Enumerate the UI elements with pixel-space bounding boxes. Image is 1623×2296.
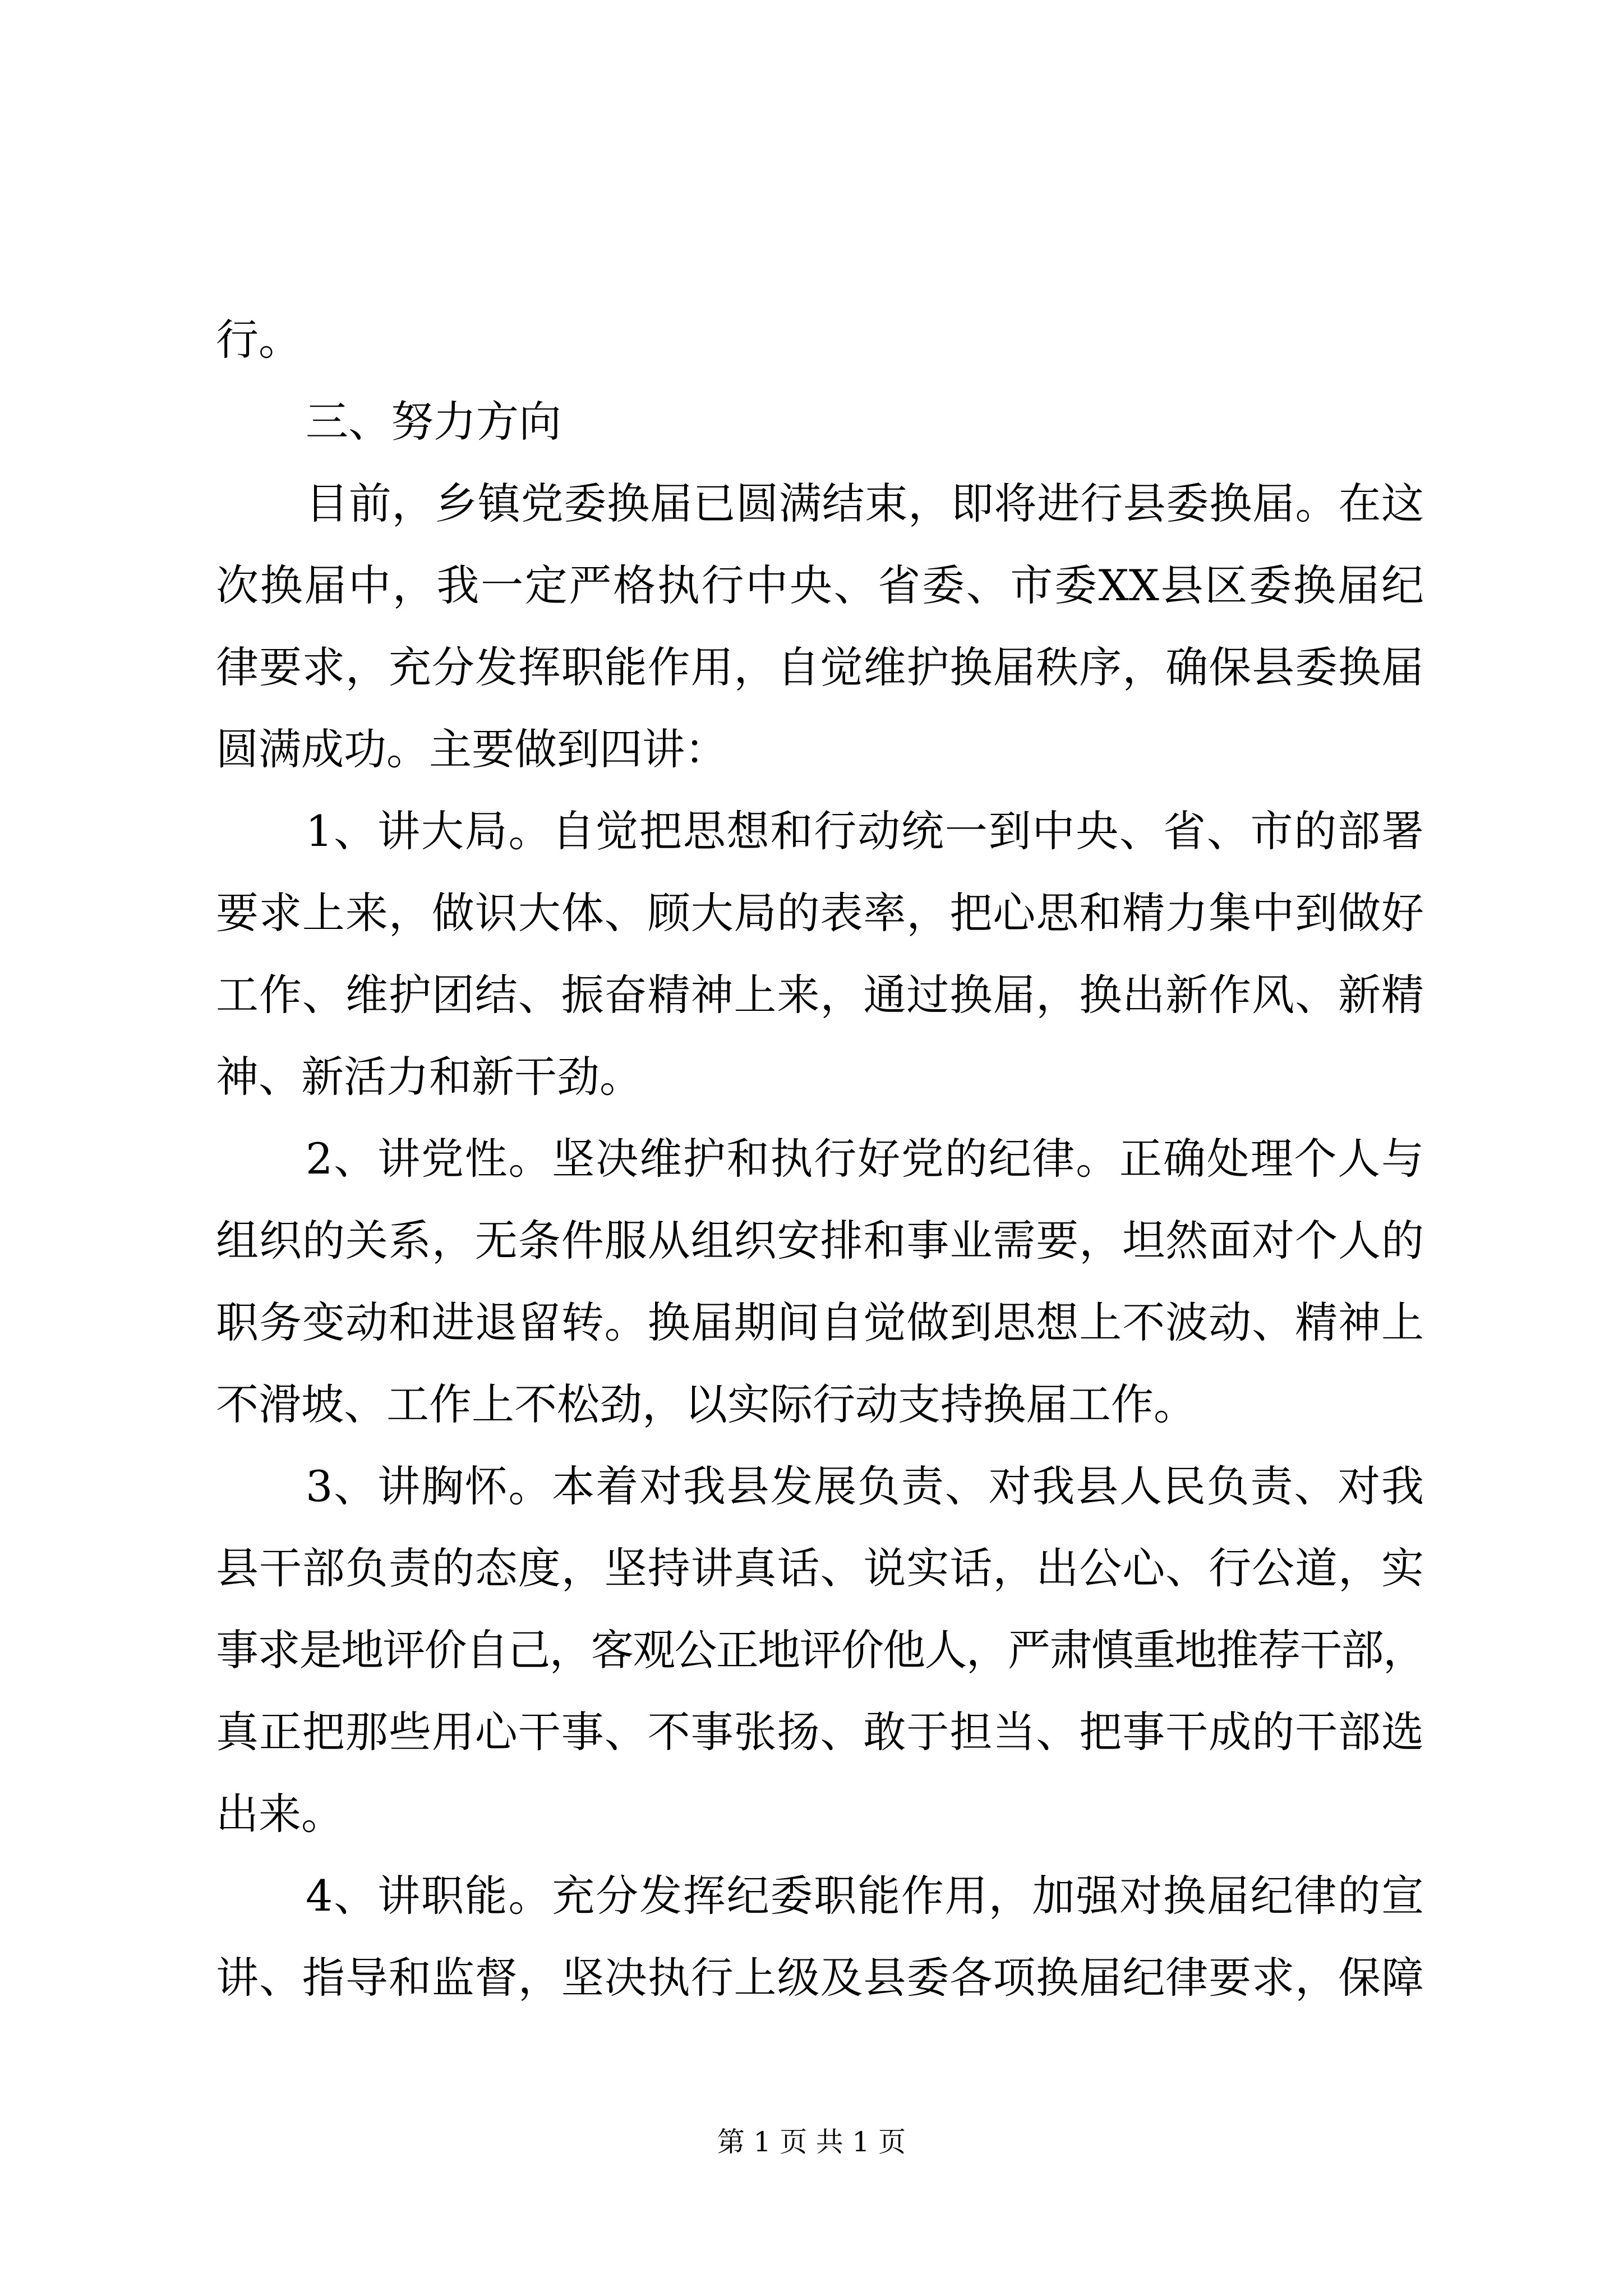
text-line: 讲、指导和监督，坚决执行上级及县委各项换届纪律要求，保障 bbox=[216, 1953, 1424, 2003]
page-number-label: 第 1 页 共 1 页 bbox=[717, 2126, 906, 2158]
text-line: 4、讲职能。充分发挥纪委职能作用，加强对换届纪律的宣 bbox=[306, 1871, 1424, 1921]
text-line: 出来。 bbox=[216, 1789, 344, 1839]
document-body bbox=[216, 299, 1424, 2019]
paragraph bbox=[216, 1118, 1424, 1446]
text-line: 县干部负责的态度，坚持讲真话、说实话，出公心、行公道，实 bbox=[216, 1543, 1424, 1593]
text-line: 次换届中，我一定严格执行中央、省委、市委XX县区委换届纪 bbox=[216, 560, 1424, 610]
text-line: 组织的关系，无条件服从组织安排和事业需要，坦然面对个人的 bbox=[216, 1216, 1424, 1266]
text-line: 要求上来，做识大体、顾大局的表率，把心思和精力集中到做好 bbox=[216, 888, 1424, 938]
text-line: 圆满成功。主要做到四讲： bbox=[216, 724, 727, 774]
paragraph bbox=[216, 1855, 1424, 2019]
page-footer bbox=[0, 2126, 1623, 2159]
paragraph bbox=[216, 463, 1424, 790]
text-line: 目前，乡镇党委换届已圆满结束，即将进行县委换届。在这 bbox=[306, 478, 1424, 528]
text-line: 真正把那些用心干事、不事张扬、敢于担当、把事干成的干部选 bbox=[216, 1707, 1424, 1757]
paragraph-continuation bbox=[216, 299, 1424, 381]
text-line: 工作、维护团结、振奋精神上来，通过换届，换出新作风、新精 bbox=[216, 970, 1424, 1020]
section-heading-text: 三、努力方向 bbox=[306, 397, 561, 447]
text-line: 不滑坡、工作上不松劲，以实际行动支持换届工作。 bbox=[216, 1379, 1196, 1429]
paragraph bbox=[216, 1446, 1424, 1855]
text-line: 神、新活力和新干劲。 bbox=[216, 1052, 642, 1102]
text-line: 3、讲胸怀。本着对我县发展负责、对我县人民负责、对我 bbox=[306, 1461, 1424, 1511]
text-line: 事求是地评价自己，客观公正地评价他人，严肃慎重地推荐干部， bbox=[216, 1625, 1424, 1675]
text-line: 律要求，充分发挥职能作用，自觉维护换届秩序，确保县委换届 bbox=[216, 642, 1424, 692]
text-line: 行。 bbox=[216, 315, 301, 365]
paragraph bbox=[216, 790, 1424, 1118]
text-line: 2、讲党性。坚决维护和执行好党的纪律。正确处理个人与 bbox=[306, 1134, 1424, 1184]
text-line: 1、讲大局。自觉把思想和行动统一到中央、省、市的部署 bbox=[306, 806, 1424, 856]
text-line: 职务变动和进退留转。换届期间自觉做到思想上不波动、精神上 bbox=[216, 1297, 1424, 1347]
section-heading bbox=[216, 381, 1424, 463]
